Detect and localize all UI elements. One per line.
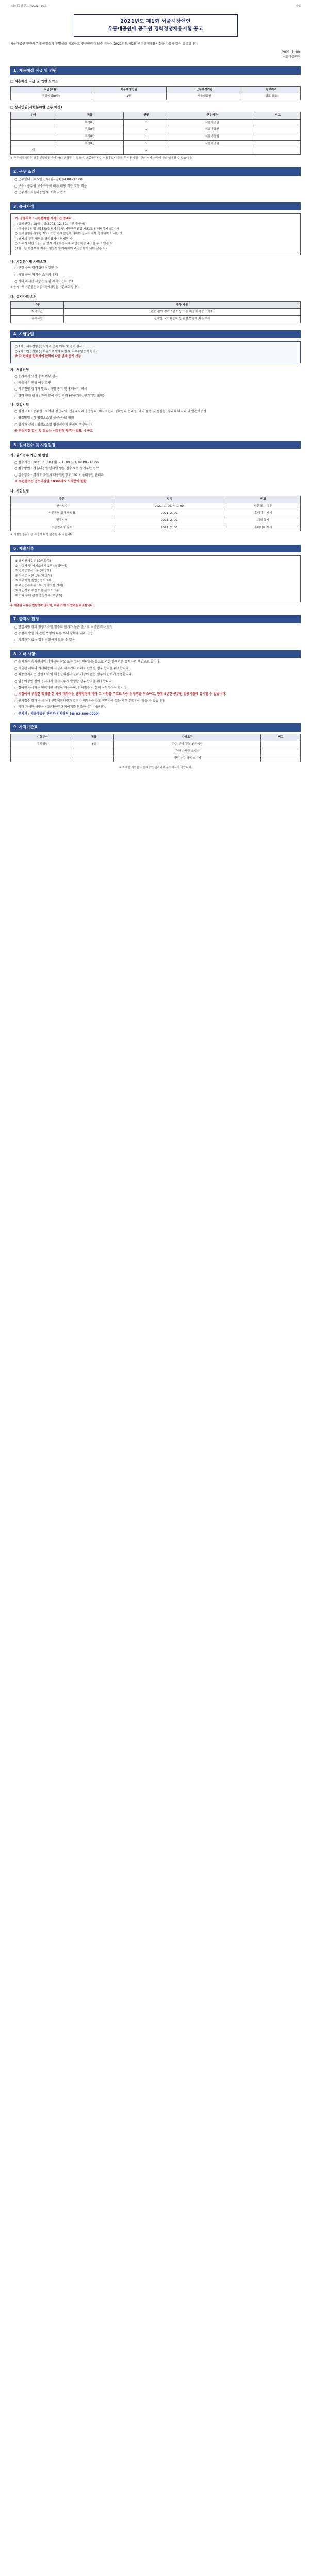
section-5-note: ※ 시험일정은 기관 사정에 따라 변경될 수 있습니다. — [10, 533, 74, 537]
section-2-title: 2. 근무 조건 — [10, 167, 301, 176]
table-header: 근무기관 — [169, 112, 255, 120]
section-8-line: ○ 임용예정일 전에 응시자격 결격사유가 발생할 경우 합격을 취소합니다. — [14, 679, 113, 683]
section-6-note: ※ 제출된 서류는 반환하지 않으며, 허위 기재 시 합격을 취소합니다. — [10, 604, 94, 607]
table-cell: 장애인, 국가유공자 등 관련 법령에 따른 우대 — [64, 315, 301, 323]
table-cell: 관련 분야 경력 3년 이상 — [113, 741, 260, 748]
section-4b-line: ○ 제출서류 진위 여부 확인 — [14, 381, 51, 385]
section-5-line: ○ 접수기간 : 2021. 1. 00.(월) ~ 1. 00.(금), 09:00~18:00 — [14, 460, 99, 464]
table-header: 비고 — [255, 112, 301, 120]
table-row — [11, 126, 301, 133]
section-9-title: 9. 자격기준표 — [10, 723, 301, 732]
section-5-line: ※ 우편접수는 접수마감일 18:00까지 도착분에 한함 — [14, 480, 87, 484]
document-item: ② 이력서 및 자기소개서 1부 (소정양식) — [15, 564, 68, 568]
section-4b-line: ○ 경력 인정 범위 : 관련 분야 근무 경력 (공공기관, 민간기업 포함) — [14, 394, 104, 398]
section-5-title: 5. 원서접수 및 시험일정 — [10, 441, 301, 449]
table-cell: 우정임업(8급) — [11, 93, 91, 100]
eligibility-line: ○ 거주지 제한 : 공고일 현재 서울특별시에 주민등록상 주소를 두고 있는 자 — [15, 242, 113, 246]
document-item: ⑦ 개인정보 수집·이용 동의서 1부 — [15, 589, 59, 592]
table-cell: 원서접수 — [11, 503, 113, 510]
section-5-sub: 가. 원서접수 기간 및 방법 — [10, 453, 49, 458]
header-right: 사업 — [296, 5, 301, 8]
notice-page — [10, 0, 301, 770]
table-row — [11, 309, 301, 316]
eligibility-line: ○ 국가공무원법 제33조(결격사유) 및 지방공무원법 제31조에 해당하지 않는 자 — [15, 227, 119, 231]
table-cell: 계 — [11, 147, 56, 155]
table-cell: 2021. 1. 00. ~ 1. 00. — [113, 503, 226, 510]
section-5-line: ○ 접수장소 : 경기도 과천시 대공원광장로 102 서울대공원 관리과 — [14, 473, 104, 477]
notice-number: 서울대공원 공고 제2021 - 00호 — [10, 5, 47, 8]
section-8-line: ○ 시험에서 부정한 행위를 한 자에 대하여는 관계법령에 따라 그 시험을 무효로 하거나 합격을 취소하고, 향후 5년간 공무원 임용시험에 응시할 수 없습니다. — [14, 692, 227, 697]
table-cell: 1 — [124, 126, 169, 133]
exam-method-line: ○ 1차 : 서류전형 (응시자격 충족 여부 및 경력 심사) — [15, 345, 84, 349]
table-header: 세부 내용 — [64, 301, 301, 309]
table-cell — [255, 126, 301, 133]
table-row — [11, 741, 301, 748]
section-4c-title: 나. 면접시험 — [10, 403, 29, 408]
table-cell: 우정8급 — [56, 126, 124, 133]
table-cell — [56, 147, 124, 155]
table-cell: 방문 또는 우편 — [226, 503, 300, 510]
document-item: ⑤ 최종학력 졸업증명서 1부 — [15, 579, 52, 583]
table-cell: 관련 자격증 소지자 — [113, 748, 260, 755]
section-1-note: ※ 근무예정기관은 향후 인력사정 등에 따라 변경될 수 있으며, 최종합격자는 임용후보자 등록 후 임용예정기관의 인사 사정에 따라 임용될 수 있습니다. — [10, 157, 192, 160]
table-header: 필요자격 — [242, 86, 300, 93]
documents-box — [10, 555, 301, 602]
table-cell: 2021. 2. 00. — [113, 524, 226, 531]
section-8-line: ○ 기타 자세한 사항은 서울대공원 홈페이지를 참조하시기 바랍니다. — [14, 705, 106, 709]
table-cell: 우정임업 — [11, 741, 74, 748]
table-cell: 우정8급 — [56, 119, 124, 126]
table-cell: 8급 — [74, 741, 114, 748]
table-cell: 2021. 2. 00. — [113, 510, 226, 517]
notice-title-line1: 2021년도 제1회 서울시장애인 — [120, 19, 191, 24]
table-row — [11, 133, 301, 141]
table-cell — [11, 126, 56, 133]
table-row — [11, 755, 301, 762]
table-cell: 자격요건 — [11, 309, 64, 316]
table-row — [11, 140, 301, 147]
section-3-title: 3. 응시자격 — [10, 202, 301, 211]
section-2-item: ○ 근무형태 : 주 5일 근무(월~금), 09:00~18:00 — [14, 178, 83, 182]
eligibility-line: ○ 응시연령 : 18세 이상(2003. 12. 31. 이전 출생자) — [15, 223, 85, 226]
table-cell: 1 — [124, 147, 169, 155]
table-row — [11, 93, 301, 100]
notice-intro: 서울대공원 민원사무의 공정성과 투명성을 제고하고 전문인력 확보를 위하여 2021년도 제1회 경력경쟁채용시험을 다음과 같이 공고합니다. — [10, 42, 199, 46]
notice-org: 서울대공원장 — [283, 55, 301, 59]
table-cell — [11, 119, 56, 126]
section-3-line: ○ 해당 분야 자격증 소지자 우대 — [14, 273, 58, 277]
table-header: 직급 — [74, 734, 114, 741]
section-7-line: ○ 동점자 발생 시 관련 법령에 따른 우대 순위에 따라 결정 — [14, 632, 93, 636]
section-7-line: ○ 적격자가 없는 경우 선발하지 않을 수 있음 — [14, 638, 75, 642]
table-cell: 서울대공원 — [167, 93, 242, 100]
table-header: 시험분야 — [11, 734, 74, 741]
section-2-item: ○ 근무지 : 서울대공원 및 소속 사업소 — [14, 191, 66, 195]
section-3-line: ○ 기타 자세한 사항은 붙임 자격요건표 참조 — [14, 279, 74, 283]
table-cell: 서류전형 합격자 발표 — [11, 510, 113, 517]
table-header: 근무예정기관 — [167, 86, 242, 93]
section-3-line: ○ 관련 분야 경력 3년 이상인 자 — [14, 266, 58, 270]
section-5-line: ○ 접수방법 : 서울대공원 인사팀 방문 접수 또는 등기우편 접수 — [14, 467, 99, 471]
table-cell: 서울대공원 — [169, 133, 255, 141]
section-8-line: ○ 최종합격자는 신원조회 및 채용신체검사 결과 이상이 없는 경우에 한하여 임용합니다. — [14, 673, 133, 677]
document-item: ⑧ 기타 우대 관련 증빙서류 (해당자) — [15, 594, 62, 598]
eligibility-table — [10, 301, 301, 323]
section-3-note: ※ 응시자격 기준일은 최종시험예정일을 기준으로 합니다. — [10, 286, 80, 290]
section-8-line: ○ 장애인 응시자는 편의지원 신청이 가능하며, 원서접수 시 함께 신청하여야 합니다. — [14, 686, 128, 690]
table-header: 인원 — [124, 112, 169, 120]
section-4c-line: ※ 면접시험 일시 및 장소는 서류전형 합격자 발표 시 공고 — [14, 429, 93, 433]
exam-method-line: ○ 2차 : 면접시험 (공무원으로서의 자질 및 직무수행능력 평가) — [15, 350, 97, 353]
section-8-line: ○ 제출된 서류의 기재내용이 사실과 다르거나 허위로 판명될 경우 합격을 취소합니다. — [14, 666, 130, 670]
section-5-sub2: 나. 시험일정 — [10, 488, 29, 493]
table-cell — [169, 147, 255, 155]
document-item: ⑥ 주민등록초본 1부 (병역사항 기재) — [15, 584, 63, 588]
table-row — [11, 748, 301, 755]
table-cell — [255, 147, 301, 155]
table-cell: 홈페이지 게시 — [226, 510, 300, 517]
table-cell — [255, 140, 301, 147]
table-cell — [261, 741, 301, 748]
table-cell: 서울대공원 — [169, 140, 255, 147]
section-7-line: ○ 면접시험 결과 평정요소별 점수의 합계가 높은 순으로 최종합격자 결정 — [14, 625, 113, 629]
table-cell — [261, 748, 301, 755]
section-4c-line: ○ 평정요소 : 공무원으로서의 정신자세, 전문지식과 응용능력, 의사표현의 정확성과 논리성, 예의·품행 및 성실성, 창의력·의지력 및 발전가능성 — [14, 410, 206, 414]
table-row — [11, 315, 301, 323]
qualification-table — [10, 734, 301, 762]
table-cell: 서울대공원 — [169, 126, 255, 133]
table-header: 직급 — [56, 112, 124, 120]
table-cell — [255, 133, 301, 141]
table-header: 일정 — [113, 496, 226, 503]
table-cell: 1명 — [91, 93, 167, 100]
table-cell: 면접시험 — [11, 517, 113, 524]
section-4c-line: ○ 평정방법 : 각 평정요소별 상·중·하로 평정 — [14, 416, 74, 420]
document-item: ③ 경력증명서 1부 (해당자) — [15, 569, 51, 573]
section-8-line: ○ 응시자는 응시원서의 기재사항 착오 또는 누락, 연락불능 등으로 인한 불이익은 응시자의 책임으로 합니다. — [14, 660, 161, 664]
table-header: 구분 — [11, 496, 113, 503]
section-8-contact: ○ 문의처 : 서울대공원 관리과 인사담당 (☎ 02-500-0000) — [14, 711, 100, 716]
footer-note: ※ 자세한 사항은 서울대공원 관리과로 문의하시기 바랍니다. — [119, 766, 192, 769]
section-1-sub2: □ 상세인원(시험분야별 근무 예정) — [10, 105, 62, 110]
document-item: ① 응시원서 1부 (소정양식) — [15, 560, 51, 563]
table-row — [11, 503, 301, 510]
table-cell: 1 — [124, 119, 169, 126]
eligibility-box-title: 가. 공통자격 : 시험분야별 자격요건 충족자 — [15, 217, 72, 221]
table-header: 채용예정인원 — [91, 86, 167, 93]
section-2-item: ○ 보수 : 공무원 보수규정에 따른 해당 직급 호봉 적용 — [14, 184, 87, 188]
section-4b-line: ○ 서류전형 합격자 발표 : 개별 통지 및 홈페이지 게시 — [14, 387, 87, 392]
table-cell: 우대사항 — [11, 315, 64, 323]
positions-summary-table — [10, 86, 301, 100]
table-cell: 관련 분야 경력 3년 이상 또는 해당 자격증 소지자 — [64, 309, 301, 316]
section-4b-line: ○ 응시자격 요건 충족 여부 심사 — [14, 375, 58, 378]
table-cell — [11, 140, 56, 147]
table-cell — [261, 755, 301, 762]
table-cell: 별도 참조 — [242, 93, 300, 100]
notice-dateline — [10, 50, 301, 59]
eligibility-line: (1월 1일 이전부터 최종시험일까지 계속하여 주민등록이 되어 있는 자) — [15, 247, 107, 250]
table-cell: 우정8급 — [56, 133, 124, 141]
table-row — [11, 510, 301, 517]
eligibility-line: ○ 남자의 경우 병역을 필하였거나 면제된 자 — [15, 237, 73, 241]
table-cell — [74, 755, 114, 762]
table-header: 비고 — [226, 496, 300, 503]
table-cell: 1 — [124, 133, 169, 141]
table-cell: 해당 분야 학위 소지자 — [113, 755, 260, 762]
table-header: 분야 — [11, 112, 56, 120]
table-cell — [11, 133, 56, 141]
notice-date: 2021. 1. 00. — [282, 50, 301, 55]
table-cell — [11, 755, 74, 762]
document-item: ④ 자격증 사본 1부 (해당자) — [15, 574, 52, 578]
eligibility-box — [10, 213, 301, 255]
section-7-title: 7. 합격자 결정 — [10, 615, 301, 623]
section-1-title: 1. 채용예정 직급 및 인원 — [10, 66, 301, 75]
notice-title-box — [74, 14, 238, 37]
section-3b-title: 다. 응시자격 요건 — [10, 294, 37, 299]
table-cell — [255, 119, 301, 126]
table-header: 직급(직류) — [11, 86, 91, 93]
table-header: 비고 — [261, 734, 301, 741]
notice-title-line2: 우동대공원에 공무원 경력경쟁채용시험 공고 — [108, 26, 203, 32]
section-6-title: 6. 제출서류 — [10, 545, 301, 553]
section-8-title: 8. 기타 사항 — [10, 650, 301, 658]
table-cell: 서울대공원 — [169, 119, 255, 126]
table-header: 자격요건 — [113, 734, 260, 741]
table-cell: 개별 통지 — [226, 517, 300, 524]
section-8-line: ○ 원서접수 결과 응시자가 선발예정인원과 같거나 미달하더라도 적격자가 없는 경우 선발하지 않을 수 있습니다. — [14, 699, 166, 703]
table-cell: 홈페이지 게시 — [226, 524, 300, 531]
table-row — [11, 147, 301, 155]
exam-method-line: ※ 각 단계별 합격자에 한하여 다음 단계 응시 가능 — [15, 355, 81, 359]
table-cell: 우정8급 — [56, 140, 124, 147]
table-cell — [74, 748, 114, 755]
table-cell: 1 — [124, 140, 169, 147]
section-4b-title: 가. 서류전형 — [10, 367, 29, 372]
table-cell — [11, 748, 74, 755]
section-4-title: 4. 시험방법 — [10, 330, 301, 338]
section-3-sub-b: 나. 시험분야별 자격요건 — [10, 260, 46, 264]
schedule-table — [10, 496, 301, 531]
section-1-sub1: □ 채용예정 직급 및 인원 요약표 — [10, 79, 58, 83]
table-row — [11, 524, 301, 531]
header-bar — [10, 3, 301, 10]
table-row — [11, 517, 301, 524]
table-cell: 2021. 2. 00. — [113, 517, 226, 524]
positions-detail-table — [10, 112, 301, 155]
section-4c-line: ○ 합격자 결정 : 평정요소별 평정점수의 총점이 우수한 자 — [14, 422, 92, 427]
table-header: 구분 — [11, 301, 64, 309]
table-cell: 최종합격자 발표 — [11, 524, 113, 531]
table-row — [11, 119, 301, 126]
eligibility-line: ○ 공무원임용시험령 제51조 등 관계법령에 의하여 응시자격이 정지되지 아니한 자 — [15, 232, 123, 236]
exam-method-box — [10, 341, 301, 363]
